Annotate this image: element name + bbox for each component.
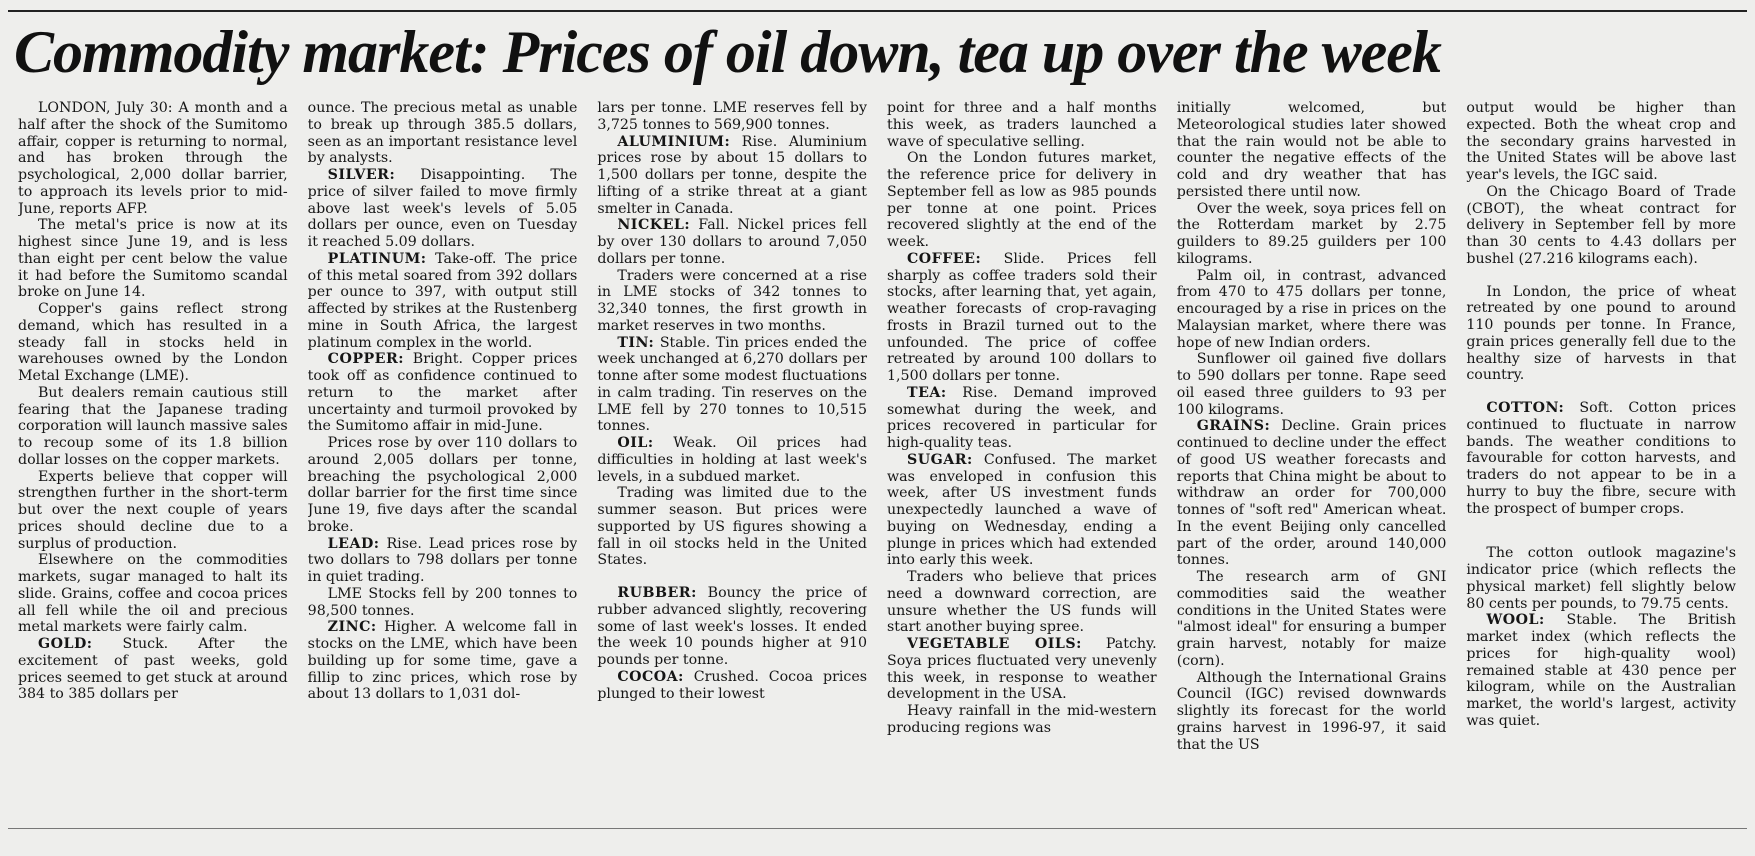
paragraph-text: Experts believe that copper will strengthen further in the short-term but over the next couple of years prices should decline due to a surplus of production.: [18, 468, 288, 552]
article-paragraph: [887, 251, 1157, 385]
column-5: [1177, 100, 1447, 818]
article-paragraph: [308, 586, 578, 620]
commodity-heading: RUBBER:: [617, 585, 697, 601]
paragraph-text: Decline. Grain prices continued to decline under the effect of good US weather forecasts and reports that China might be about to withdraw an order for 700,000 tonnes of "soft red" American wheat. In the event Beijing only cancelled part of the order, around 140,000 tonnes.: [1176, 418, 1447, 569]
article-paragraph: [1177, 100, 1447, 201]
paragraph-text: Higher. A welcome fall in stocks on the LME, which have been building up for some time, gave a fillip to zinc prices, which rose by about 13 dollars to 1,031 dol-: [307, 619, 578, 703]
paragraph-text: point for three and a half months this week, as traders launched a wave of speculative selling.: [887, 100, 1157, 150]
article-paragraph: [308, 435, 578, 536]
article-paragraph: [597, 669, 867, 703]
article-paragraph: [1177, 351, 1447, 418]
article-paragraph: [18, 100, 288, 217]
paragraph-text: Heavy rainfall in the mid-western producing regions was: [887, 703, 1157, 736]
article-paragraph: [1466, 612, 1736, 729]
paragraph-text: Rise. Demand improved somewhat during the week, and prices recovered in particular for high-quality teas.: [887, 384, 1157, 451]
commodity-heading: COPPER:: [327, 351, 405, 368]
article-paragraph: [887, 569, 1157, 636]
paragraph-text: Stable. Tin prices ended the week unchanged at 6,270 dollars per tonne after some modest fluctuations in calm trading. Tin reserves on the LME fell by 270 tonnes to 10,515 tonnes.: [597, 334, 868, 435]
bottom-rule: [8, 828, 1747, 829]
article-paragraph: [887, 703, 1157, 737]
top-rule: [8, 10, 1747, 12]
article-paragraph: [597, 485, 867, 569]
article-paragraph: [887, 150, 1157, 251]
commodity-heading: COCOA:: [617, 668, 684, 685]
article-paragraph: [1466, 284, 1736, 385]
paragraph-text: Palm oil, in contrast, advanced from 470 to 475 dollars per tonne, encouraged by a rise in prices on the Malaysian market, where there was hope of new Indian orders.: [1176, 267, 1447, 351]
column-2: [308, 100, 578, 818]
paragraph-text: ounce. The precious metal as unable to break up through 385.5 dollars, seen as an important resistance level by analysts.: [307, 100, 578, 167]
commodity-heading: COFFEE:: [907, 250, 982, 267]
article-paragraph: [1177, 569, 1447, 670]
paragraph-text: Bright. Copper prices took off as confidence continued to return to the market after uncertainty and turmoil provoked by the Sumitomo affair in mid-June.: [307, 351, 578, 435]
article-paragraph: [597, 134, 867, 218]
paragraph-text: On the Chicago Board of Trade (CBOT), the wheat contract for delivery in September fell by more than 30 cents to 4.43 dollars per bushel (27.216 kilograms each).: [1466, 183, 1737, 267]
paragraph-text: initially welcomed, but Meteorological studies later showed that the rain would not be able to counter the negative effects of the cold and dry weather that has persisted there until now.: [1176, 100, 1447, 200]
paragraph-text: Rise. Lead prices rose by two dollars to 798 dollars per tonne in quiet trading.: [307, 535, 578, 585]
article-paragraph: [1466, 545, 1736, 612]
paragraph-text: Patchy. Soya prices fluctuated very unevenly this week, in response to weather development in the USA.: [887, 636, 1157, 703]
paragraph-text: Bouncy the price of rubber advanced slightly, recovering some of last week's losses. It ended the week 10 pounds higher at 910 pounds per tonne.: [597, 585, 868, 668]
article-paragraph: [597, 585, 867, 669]
paragraph-text: Prices rose by over 110 dollars to around 2,005 dollars per tonne, breaching the psychological 2,000 dollar barrier for the first time since June 19, five days after the scandal broke.: [307, 435, 578, 535]
paragraph-text: Slide. Prices fell sharply as coffee traders sold their stocks, after learning that, yet again, weather forecasts of crop-ravaging frosts in Brazil turned out to the unfounded. The price of coffee retreated by around 100 dollars to 1,500 dollars per tonne.: [887, 250, 1157, 384]
commodity-heading: SUGAR:: [907, 451, 973, 468]
article-paragraph: [18, 552, 288, 636]
article-paragraph: [597, 435, 867, 485]
article-paragraph: [597, 217, 867, 267]
article-paragraph: [308, 351, 578, 435]
article-paragraph: [308, 100, 578, 167]
commodity-heading: GRAINS:: [1196, 418, 1271, 435]
paragraph-text: Fall. Nickel prices fell by over 130 dollars to around 7,050 dollars per tonne.: [597, 217, 868, 267]
paragraph-text: lars per tonne. LME reserves fell by 3,725 tonnes to 569,900 tonnes.: [597, 100, 868, 133]
article-paragraph: [887, 385, 1157, 452]
article-body: [18, 100, 1736, 818]
article-paragraph: [18, 301, 288, 385]
paragraph-text: Stuck. After the excitement of past weeks, gold prices seemed to get stuck at around 384 to 385 dollars per: [18, 636, 288, 703]
article-paragraph: [597, 335, 867, 436]
commodity-heading: COTTON:: [1486, 400, 1565, 416]
commodity-heading: ALUMINIUM:: [617, 133, 731, 150]
column-1: [18, 100, 288, 818]
paragraph-text: Traders were concerned at a rise in LME stocks of 342 tonnes to 32,340 tonnes, the first growth in market reserves in two months.: [597, 267, 868, 334]
paragraph-text: Weak. Oil prices had difficulties in holding at last week's levels, in a subdued market.: [597, 435, 868, 485]
article-paragraph: [18, 636, 288, 703]
paragraph-text: Disappointing. The price of silver failed to move firmly above last week's levels of 5.05 dollars per ounce, even on Tuesday it reached 5.09 dollars.: [307, 167, 578, 250]
article-paragraph: [1177, 418, 1447, 569]
commodity-heading: GOLD:: [38, 636, 93, 652]
paragraph-text: The research arm of GNI commodities said the weather conditions in the United States were "almost ideal" for ensuring a bumper grain harvest, notably for maize (corn).: [1176, 569, 1447, 669]
paragraph-text: Rise. Aluminium prices rose by about 15 dollars to 1,500 dollars per tonne, despite the lifting of a strike threat at a giant smelter in Canada.: [597, 133, 868, 217]
article-paragraph: [1466, 100, 1736, 184]
column-6: [1466, 100, 1736, 818]
article-paragraph: [308, 536, 578, 586]
commodity-heading: SILVER:: [327, 167, 396, 183]
paragraph-text: LONDON, July 30: A month and a half after the shock of the Sumitomo affair, copper is returning to normal, and has broken through the psychological, 2,000 dollar barrier, to approach its levels prior to mid-June, reports AFP.: [18, 100, 288, 217]
article-paragraph: [597, 100, 867, 134]
paragraph-text: On the London futures market, the reference price for delivery in September fell as low as 985 pounds per tonne at one point. Prices recovered slightly at the end of the week.: [887, 150, 1157, 250]
paragraph-text: Traders who believe that prices need a downward correction, are unsure whether the US funds will start another buying spree.: [887, 569, 1157, 636]
article-paragraph: [18, 385, 288, 469]
article-paragraph: [1466, 400, 1736, 517]
commodity-heading: WOOL:: [1486, 612, 1545, 629]
commodity-heading: LEAD:: [327, 535, 380, 552]
paragraph-text: Take-off. The price of this metal soared from 392 dollars per ounce to 397, with output still affected by strikes at the Rustenberg mine in South Africa, the largest platinum complex in the world.: [307, 250, 578, 351]
article-paragraph: [887, 636, 1157, 703]
article-paragraph: [18, 469, 288, 553]
paragraph-text: Stable. The British market index (which reflects the prices for high-quality wool) remained stable at 430 pence per kilogram, while on the Australian market, the world's largest, activity was quiet.: [1466, 612, 1737, 729]
paragraph-text: Although the International Grains Council (IGC) revised downwards slightly its forecast for the world grains harvest in 1996-97, it said that the US: [1176, 669, 1447, 753]
commodity-heading: VEGETABLE OILS:: [907, 636, 1082, 652]
article-paragraph: [597, 268, 867, 335]
paragraph-text: Copper's gains reflect strong demand, which has resulted in a steady fall in stocks held in warehouses owned by the London Metal Exchange (LME).: [18, 301, 288, 384]
paragraph-text: output would be higher than expected. Both the wheat crop and the secondary grains harvested in the United States will be above last year's levels, the IGC said.: [1466, 100, 1737, 183]
article-paragraph: [1177, 201, 1447, 268]
commodity-heading: PLATINUM:: [327, 250, 427, 267]
article-paragraph: [887, 100, 1157, 150]
commodity-heading: ZINC:: [327, 619, 377, 636]
article-paragraph: [18, 217, 288, 301]
paragraph-text: Over the week, soya prices fell on the Rotterdam market by 2.75 guilders to 89.25 guilders per 100 kilograms.: [1176, 200, 1447, 267]
commodity-heading: TEA:: [907, 384, 947, 401]
paragraph-text: The cotton outlook magazine's indicator price (which reflects the physical market) fell slightly below 80 cents per pounds, to 79.75 cents.: [1466, 545, 1737, 612]
commodity-heading: NICKEL:: [617, 217, 691, 234]
article-paragraph: [887, 452, 1157, 569]
article-paragraph: [1177, 670, 1447, 754]
paragraph-text: Sunflower oil gained five dollars to 590 dollars per tonne. Rape seed oil eased three guilders to 93 per 100 kilograms.: [1176, 351, 1447, 418]
column-4: [887, 100, 1157, 818]
paragraph-text: In London, the price of wheat retreated by one pound to around 110 pounds per tonne. In France, grain prices generally fell due to the healthy size of harvests in that country.: [1466, 283, 1737, 384]
paragraph-text: Soft. Cotton prices continued to fluctuate in narrow bands. The weather conditions to favourable for cotton harvests, and traders do not appear to be in a hurry to buy the fibre, secure with the prospect of bumper crops.: [1466, 400, 1737, 517]
commodity-heading: OIL:: [617, 435, 654, 451]
paragraph-text: LME Stocks fell by 200 tonnes to 98,500 tonnes.: [307, 585, 578, 619]
article-paragraph: [308, 167, 578, 251]
article-paragraph: [1177, 268, 1447, 352]
paragraph-text: The metal's price is now at its highest since June 19, and is less than eight per cent below the value it had before the Sumitomo scandal broke on June 14.: [18, 217, 288, 301]
article-paragraph: [1466, 184, 1736, 268]
column-3: [597, 100, 867, 818]
headline: Commodity market: Prices of oil down, tea up over the week: [14, 19, 1441, 85]
paragraph-text: Elsewhere on the commodities markets, sugar managed to halt its slide. Grains, coffee and cocoa prices all fell while the oil and precious metal markets were fairly calm.: [18, 552, 288, 636]
paragraph-text: But dealers remain cautious still fearing that the Japanese trading corporation will launch massive sales to recoup some of its 1.8 billion dollar losses on the copper markets.: [18, 384, 288, 468]
paragraph-text: Trading was limited due to the summer season. But prices were supported by US figures showing a fall in oil stocks held in the United States.: [597, 485, 868, 569]
paragraph-text: Crushed. Cocoa prices plunged to their lowest: [597, 668, 868, 702]
article-paragraph: [308, 619, 578, 703]
article-paragraph: [308, 251, 578, 352]
commodity-heading: TIN:: [617, 334, 655, 351]
paragraph-text: Confused. The market was enveloped in confusion this week, after US investment funds unexpectedly launched a wave of buying on Wednesday, ending a plunge in prices which had extended into early this week.: [887, 451, 1157, 569]
